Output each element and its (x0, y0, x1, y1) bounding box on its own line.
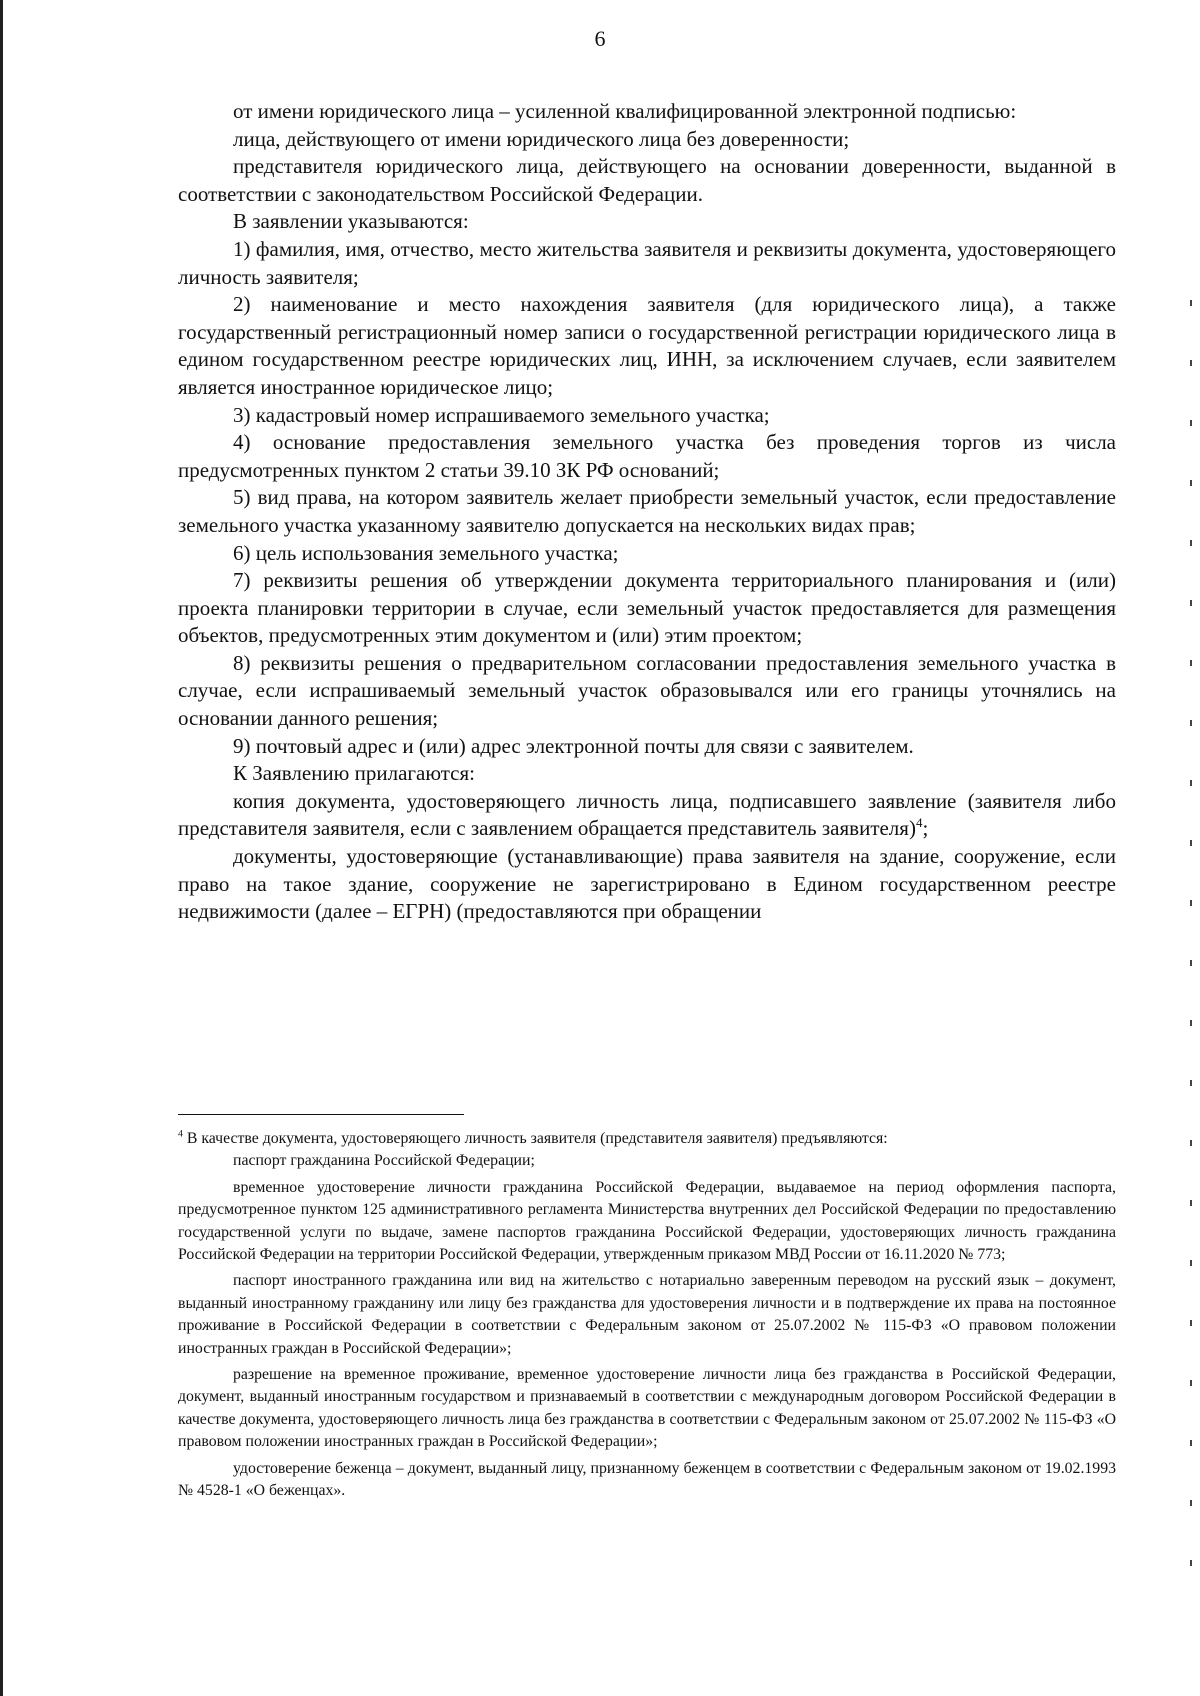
paragraph: документы, удостоверяющие (устанавливающие) права заявителя на здание, сооружение, если право на такое здание, сооружение не зарегистрировано в Едином государственном реестре недвижимости (далее – ЕГРН) (предоставляются при обращении (178, 844, 1116, 924)
paragraph-attachment-copy (178, 788, 1116, 843)
list-item: 7) реквизиты решения об утверждении документа территориального планирования и (или) проекта планировки территории в случае, если земельный участок предоставляется для размещения объектов, предусмотренных этим документом и (или) этим проектом; (178, 568, 1116, 648)
footnote-reference: 4 (915, 815, 923, 831)
list-item: 6) цель использования земельного участка; (233, 540, 619, 565)
footnote-item: паспорт иностранного гражданина или вид на жительство с нотариально заверенным переводом на русский язык – документ, выданный иностранному гражданину или лицу без гражданства для удостоверения личности и в подтверждение их права на постоянное проживание в Российской Федерации в соответствии с Федеральным законом от 25.07.2002 № 115-ФЗ «О правовом положении иностранных граждан в Российской Федерации»; (178, 1272, 1116, 1357)
list-item: 4) основание предоставления земельного участка без проведения торгов из числа предусмотренных пунктом 2 статьи 39.10 ЗК РФ оснований; (178, 430, 1116, 482)
list-item: 2) наименование и место нахождения заявителя (для юридического лица), а также государственный регистрационный номер записи о государственной регистрации юридического лица в едином государственном реестре юридических лиц, ИНН, за исключением случаев, если заявителем является иностранное юридическое лицо; (178, 292, 1116, 399)
footnote-item: временное удостоверение личности гражданина Российской Федерации, выдаваемое на период оформления паспорта, предусмотренное пунктом 125 административного регламента Министерства внутренних дел Российской Федерации по предоставлению государственной услуги по выдаче, замене паспортов гражданина Российской Федерации, удостоверяющих личность гражданина Российской Федерации на территории Российской Федерации, утвержденным приказом МВД России от 16.11.2020 № 773; (178, 1178, 1116, 1264)
scan-left-edge (0, 0, 3, 1696)
paragraph: лица, действующего от имени юридического лица без доверенности; (233, 126, 850, 151)
footnote-intro-text: В качестве документа, удостоверяющего личность заявителя (представителя заявителя) предъявляются: (186, 1130, 888, 1147)
paragraph: от имени юридического лица – усиленной квалифицированной электронной подписью: (233, 99, 1017, 123)
paragraph: представителя юридического лица, действующего на основании доверенности, выданной в соответствии с законодательством Российской Федерации. (178, 154, 1116, 206)
page-number: 6 (594, 26, 606, 51)
list-item: 9) почтовый адрес и (или) адрес электронной почты для связи с заявителем. (233, 733, 914, 758)
paragraph-tail: ; (922, 816, 929, 841)
footnote-block (178, 1128, 1116, 1503)
list-item: 8) реквизиты решения о предварительном согласовании предоставления земельного участка в случае, если испрашиваемый земельный участок образовывался или его границы уточнялись на основании данного решения; (178, 650, 1116, 731)
footnote-item: паспорт гражданина Российской Федерации; (233, 1152, 535, 1170)
footnote-intro (178, 1128, 1116, 1150)
paragraph: К Заявлению прилагаются: (233, 761, 475, 786)
main-text (178, 98, 1116, 926)
paragraph-text: копия документа, удостоверяющего личность лица, подписавшего заявление (заявителя либо представителя заявителя, если с заявлением обращается представитель заявителя) (178, 788, 1116, 841)
footnote-separator (178, 1114, 464, 1115)
scan-right-edge-marks (1190, 300, 1192, 1600)
footnote-item: удостоверение беженца – документ, выданный лицу, признанному беженцем в соответствии с Федеральным законом от 19.02.1993 № 4528-1 «О беженцах». (178, 1459, 1116, 1500)
list-item: 1) фамилия, имя, отчество, место жительства заявителя и реквизиты документа, удостоверяющего личность заявителя; (178, 236, 1116, 289)
list-item: 3) кадастровый номер испрашиваемого земельного участка; (233, 402, 770, 427)
footnote-marker: 4 (178, 1128, 183, 1140)
footnote-item: разрешение на временное проживание, временное удостоверение личности лица без гражданства в Российской Федерации, документ, выданный иностранным государством и признаваемый в соответствии с международным договором Российской Федерации в качестве документа, удостоверяющего личность лица без гражданства в соответствии с Федеральным законом от 25.07.2002 № 115-ФЗ «О правовом положении иностранных граждан в Российской Федерации»; (178, 1366, 1116, 1451)
paragraph: В заявлении указываются: (233, 209, 469, 234)
list-item: 5) вид права, на котором заявитель желает приобрести земельный участок, если предоставление земельного участка указанному заявителю допускается на нескольких видах прав; (178, 485, 1116, 537)
